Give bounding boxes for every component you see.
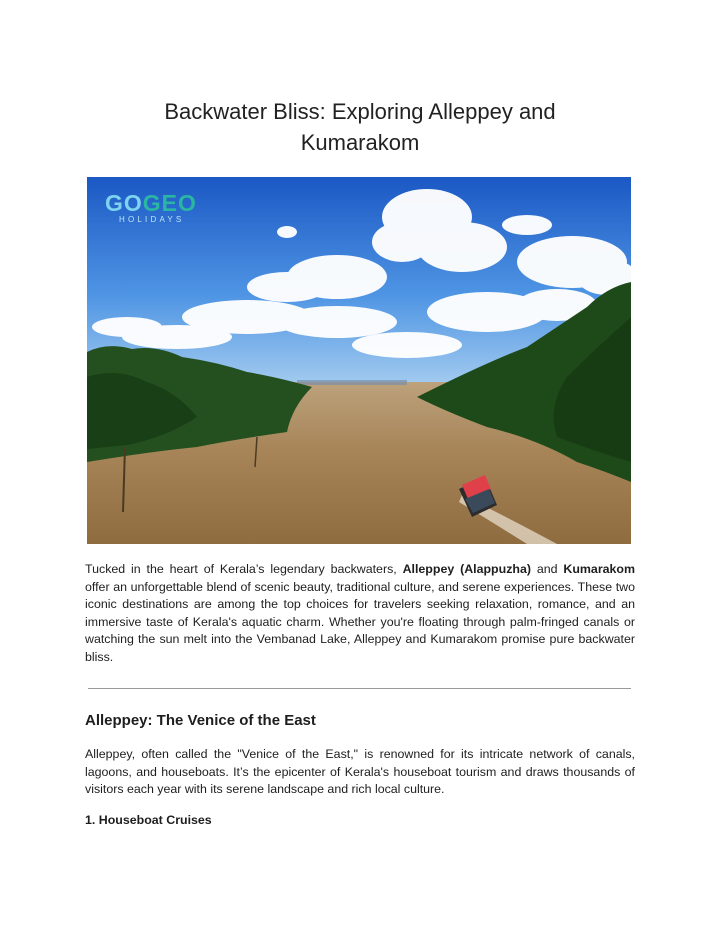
intro-paragraph: [85, 561, 635, 666]
intro-text-1: Tucked in the heart of Kerala’s legendary backwaters,: [85, 562, 403, 576]
document-title-line2: Kumarakom: [300, 130, 420, 155]
distant-skyline: [297, 380, 407, 385]
section-heading-alleppey: Alleppey: The Venice of the East: [85, 712, 316, 729]
intro-text-3: offer an unforgettable blend of scenic beauty, traditional culture, and serene experiences. These two iconic destinations are among the top choices for travelers seeking relaxation, romance, and an immersive taste of Kerala's aquatic charm. Whether you're floating through palm-fringed canals or watching the sun melt into the Vembanad Lake, Alleppey and Kumarakom promise pure backwater bliss.: [85, 579, 635, 664]
logo-go: GO: [105, 190, 143, 216]
alleppey-paragraph: Alleppey, often called the "Venice of the East," is renowned for its intricate network of canals, lagoons, and houseboats. It’s the epicenter of Kerala's houseboat tourism and draws thousands of visitors each year with its serene landscape and rich local culture.: [85, 747, 635, 796]
horizontal-rule: [88, 688, 631, 689]
intro-bold-kumarakom: Kumarakom: [563, 562, 636, 576]
logo-geo: GEO: [142, 190, 197, 216]
subheading-houseboat-cruises: 1. Houseboat Cruises: [85, 813, 212, 827]
gogeo-holidays-logo: [105, 191, 197, 225]
intro-bold-alleppey: Alleppey (Alappuzha): [402, 562, 531, 576]
intro-text-2: and: [530, 562, 564, 576]
backwater-photo: [87, 177, 631, 544]
document-title: [90, 96, 630, 158]
document-title-line1: Backwater Bliss: Exploring Alleppey and: [164, 99, 556, 124]
hero-image: [87, 177, 631, 544]
logo-holidays: HOLIDAYS: [119, 215, 185, 224]
